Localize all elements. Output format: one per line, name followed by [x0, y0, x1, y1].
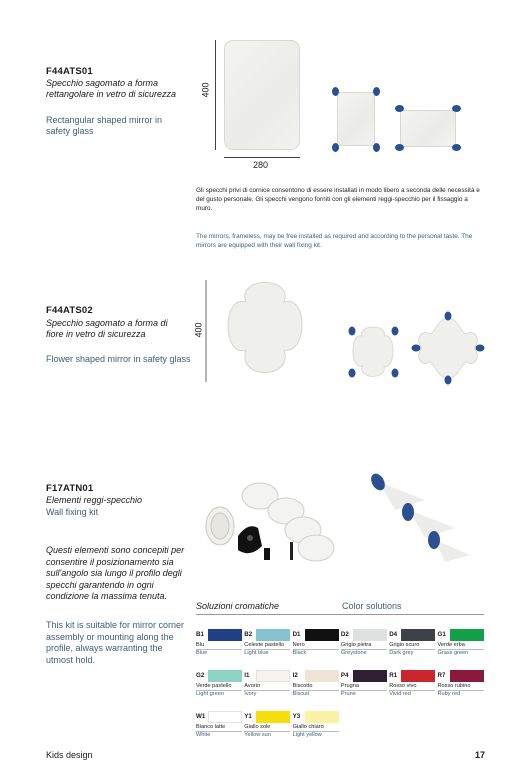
swatch-name-it: Giallo sole — [244, 724, 290, 732]
swatch-name-it: Grigio pietra — [341, 642, 387, 650]
width-dimension-line — [224, 157, 300, 158]
swatch-name-it: Nero — [293, 642, 339, 650]
swatch-code: R1 — [389, 672, 398, 679]
swatch-name-it: Rosso rubino — [438, 683, 484, 691]
description-en: The mirrors, frameless, may be free installed as required and according to the personal taste. The mirrors are equipped with their wall fixing kit. — [196, 233, 473, 249]
swatch-code: I2 — [292, 672, 298, 679]
swatch-name-it: Grigio scuro — [389, 642, 435, 650]
height-dimension-label: 400 — [193, 322, 204, 338]
product-name-en: Rectangular shaped mirror in safety glass — [46, 115, 163, 136]
mounted-clips-image — [365, 470, 470, 565]
color-swatch-y3 — [293, 710, 339, 739]
swatch-name-en: Light blue — [244, 650, 269, 656]
swatch-name-en: Greystone — [340, 650, 367, 656]
clip-icon — [392, 327, 399, 336]
swatch-code: D2 — [340, 631, 349, 638]
flower-mirror-rotated-with-clips — [410, 310, 486, 386]
color-swatch-b2 — [244, 628, 290, 657]
color-swatch-r1 — [389, 669, 435, 698]
swatch-code: G2 — [196, 672, 205, 679]
clip-icon — [373, 143, 380, 152]
clip-icon — [392, 369, 399, 378]
divider — [196, 614, 484, 615]
swatch-name-it: Prugna — [341, 683, 387, 691]
color-swatch-d4 — [389, 628, 435, 657]
swatch-name-en: Light green — [196, 691, 224, 697]
clip-icon — [395, 105, 404, 112]
swatch-code: R7 — [437, 672, 446, 679]
color-swatch-b1 — [196, 628, 242, 657]
swatch-color — [401, 670, 435, 682]
swatch-color — [208, 670, 242, 682]
clip-icon — [452, 144, 461, 151]
color-solutions-title-en: Color solutions — [342, 601, 402, 611]
product-name-it: Specchio sagomato a forma di fiore in vetro di sicurezza — [46, 318, 168, 339]
height-dimension-label: 400 — [200, 82, 211, 98]
fixing-kit-image — [198, 478, 348, 573]
product-name-en: Flower shaped mirror in safety glass — [46, 354, 191, 364]
screw-piece — [264, 548, 270, 560]
swatch-color — [305, 711, 339, 723]
mirror-corner — [435, 540, 470, 562]
color-swatch-i2 — [293, 669, 339, 698]
swatch-name-it: Bianco latte — [196, 724, 242, 732]
swatch-name-en: Grass green — [437, 650, 469, 656]
flower-mirror-shape — [228, 283, 302, 373]
clip-icon — [402, 503, 414, 521]
color-swatch-d1 — [293, 628, 339, 657]
swatch-name-en: Biscuit — [292, 691, 310, 697]
flower-mirror-small-with-clips — [342, 322, 404, 382]
swatch-name-en: Yellow sun — [244, 732, 271, 738]
swatch-code: I1 — [244, 672, 250, 679]
swatch-name-it: Blu — [196, 642, 242, 650]
color-swatch-w1 — [196, 710, 242, 739]
clip-icon — [332, 87, 339, 96]
swatch-name-it: Rosso vivo — [389, 683, 435, 691]
swatch-color — [450, 629, 484, 641]
width-dimension-label: 280 — [253, 160, 269, 170]
product-name-it: Elementi reggi-specchio — [46, 495, 143, 505]
clip-icon — [476, 345, 485, 352]
swatch-code: B2 — [244, 631, 253, 638]
product-name-it: Specchio sagomato a forma rettangolare in vetro di sicurezza — [46, 78, 177, 99]
swatch-color — [256, 670, 290, 682]
swatch-color — [401, 629, 435, 641]
swatch-name-en: Prune — [340, 691, 356, 697]
color-swatch-d2 — [341, 628, 387, 657]
swatch-name-it: Biscotto — [293, 683, 339, 691]
landscape-mirror-with-clips — [400, 110, 456, 147]
flower-mirror-image — [193, 276, 336, 391]
clip-icon — [452, 105, 461, 112]
height-dimension-line — [215, 40, 216, 150]
swatch-name-it: Giallo chiaro — [293, 724, 339, 732]
swatch-name-en: Light yellow — [292, 732, 322, 738]
swatch-code: Y1 — [244, 713, 252, 720]
swatch-code: G1 — [437, 631, 446, 638]
swatch-code: D4 — [389, 631, 398, 638]
product-body-it: Questi elementi sono concepiti per consentire il posizionamento sia sull'angolo sia lungo il profilo degli specchi garantendo in ogni condizione la massima tenuta. — [46, 545, 185, 601]
swatch-color — [353, 670, 387, 682]
page-number: 17 — [475, 750, 486, 760]
clip-icon — [428, 531, 440, 549]
clip-icon — [445, 376, 452, 385]
swatch-color — [208, 711, 242, 723]
clip-icon — [349, 327, 356, 336]
product-code-f44ats01: F44ATS01 — [46, 66, 93, 77]
footer-brand: Kids design — [46, 750, 93, 760]
swatch-color — [256, 711, 290, 723]
product-name-en: Wall fixing kit — [46, 507, 99, 517]
clip-icon — [332, 143, 339, 152]
portrait-mirror-with-clips — [337, 92, 375, 146]
swatch-name-it: Verde erba — [438, 642, 484, 650]
clip-icon — [445, 312, 452, 321]
color-swatch-p4 — [341, 669, 387, 698]
swatch-name-en: Vivid red — [389, 691, 411, 697]
swatch-color — [208, 629, 242, 641]
swatch-name-en: Black — [292, 650, 307, 656]
description-it: Gli specchi privi di cornice consentono di essere installati in modo libero a seconda delle necessità e del gusto personale. Gli specchi vengono forniti con gli elementi reggi-specchio per il fissaggio a muro. — [196, 187, 480, 212]
swatch-code: B1 — [196, 631, 204, 638]
mirror-corner — [379, 482, 425, 510]
swatch-code: D1 — [292, 631, 301, 638]
clip-icon — [373, 87, 380, 96]
swatch-color — [305, 670, 339, 682]
swatch-color — [353, 629, 387, 641]
swatch-name-it: Avorio — [244, 683, 290, 691]
swatch-name-it: Verde pastello — [196, 683, 242, 691]
swatch-color — [305, 629, 339, 641]
swatch-name-en: Ivory — [244, 691, 257, 697]
product-code-f44ats02: F44ATS02 — [46, 305, 93, 316]
clip-icon — [412, 345, 421, 352]
color-swatch-g1 — [438, 628, 484, 657]
swatch-color — [256, 629, 290, 641]
rectangular-mirror-image — [224, 40, 300, 150]
swatch-name-en: Dark grey — [389, 650, 414, 656]
color-swatch-y1 — [244, 710, 290, 739]
color-swatch-r7 — [438, 669, 484, 698]
swatch-color — [450, 670, 484, 682]
screw-piece — [290, 542, 293, 560]
swatch-name-it: Celeste pastello — [244, 642, 290, 650]
swatch-code: W1 — [196, 713, 206, 720]
swatch-code: P4 — [340, 672, 349, 679]
color-swatch-i1 — [244, 669, 290, 698]
clip-icon — [349, 369, 356, 378]
swatch-name-en: White — [196, 732, 211, 738]
color-solutions-title-it: Soluzioni cromatiche — [196, 601, 280, 611]
cover-piece — [298, 535, 334, 561]
swatch-name-en: Ruby red — [437, 691, 461, 697]
clip-icon — [395, 144, 404, 151]
product-code-f17atn01: F17ATN01 — [46, 483, 94, 494]
color-swatch-g2 — [196, 669, 242, 698]
product-body-en: This kit is suitable for mirror corner assembly or mounting along the profile, always warranting the utmost hold. — [46, 620, 185, 665]
swatch-name-en: Blue — [196, 650, 208, 656]
swatch-code: Y3 — [292, 713, 301, 720]
